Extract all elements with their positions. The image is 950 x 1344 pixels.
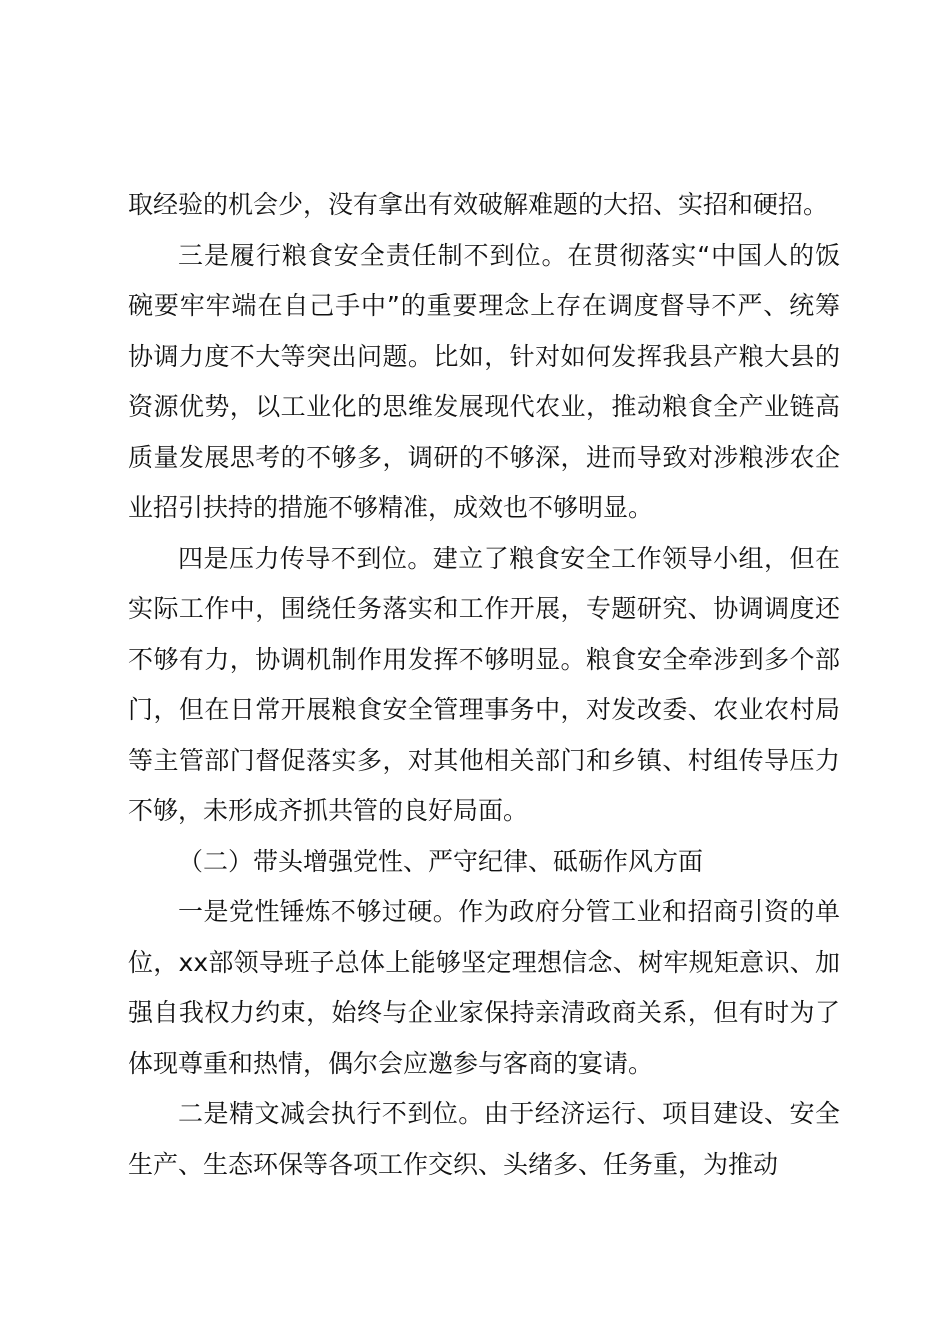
paragraph-grain-responsibility: 三是履行粮食安全责任制不到位。在贯彻落实“中国人的饭碗要牢牢端在自己手中”的重要理念上存在调度督导不严、统筹协调力度不大等突出问题。比如，针对如何发挥我县产粮大县的资源优势，以工业化的思维发展现代农业，推动粮食全产业链高质量发展思考的不够多，调研的不够深，进而导致对涉粮涉农企业招引扶持的措施不够精准，成效也不够明显。 xyxy=(128,240,840,522)
paragraph-continuation: 取经验的机会少，没有拿出有效破解难题的大招、实招和硬招。 xyxy=(128,190,829,219)
section-heading: （二）带头增强党性、严守纪律、砥砺作风方面 xyxy=(178,846,704,876)
paragraph-streamline-meetings: 二是精文减会执行不到位。由于经济运行、项目建设、安全生产、生态环保等各项工作交织、头绪多、任务重，为推动 xyxy=(128,1099,840,1179)
paragraph-party-spirit: 一是党性锤炼不够过硬。作为政府分管工业和招商引资的单位，xx部领导班子总体上能够坚定理想信念、树牢规矩意识、加强自我权力约束，始终与企业家保持亲清政商关系，但有时为了体现尊重和热情，偶尔会应邀参与客商的宴请。 xyxy=(128,897,840,1078)
paragraph-pressure-transmission: 四是压力传导不到位。建立了粮食安全工作领导小组，但在实际工作中，围绕任务落实和工作开展，专题研究、协调调度还不够有力，协调机制作用发挥不够明显。粮食安全牵涉到多个部门，但在日常开展粮食安全管理事务中，对发改委、农业农村局等主管部门督促落实多，对其他相关部门和乡镇、村组传导压力不够，未形成齐抓共管的良好局面。 xyxy=(128,543,840,825)
document-body xyxy=(128,180,840,1190)
